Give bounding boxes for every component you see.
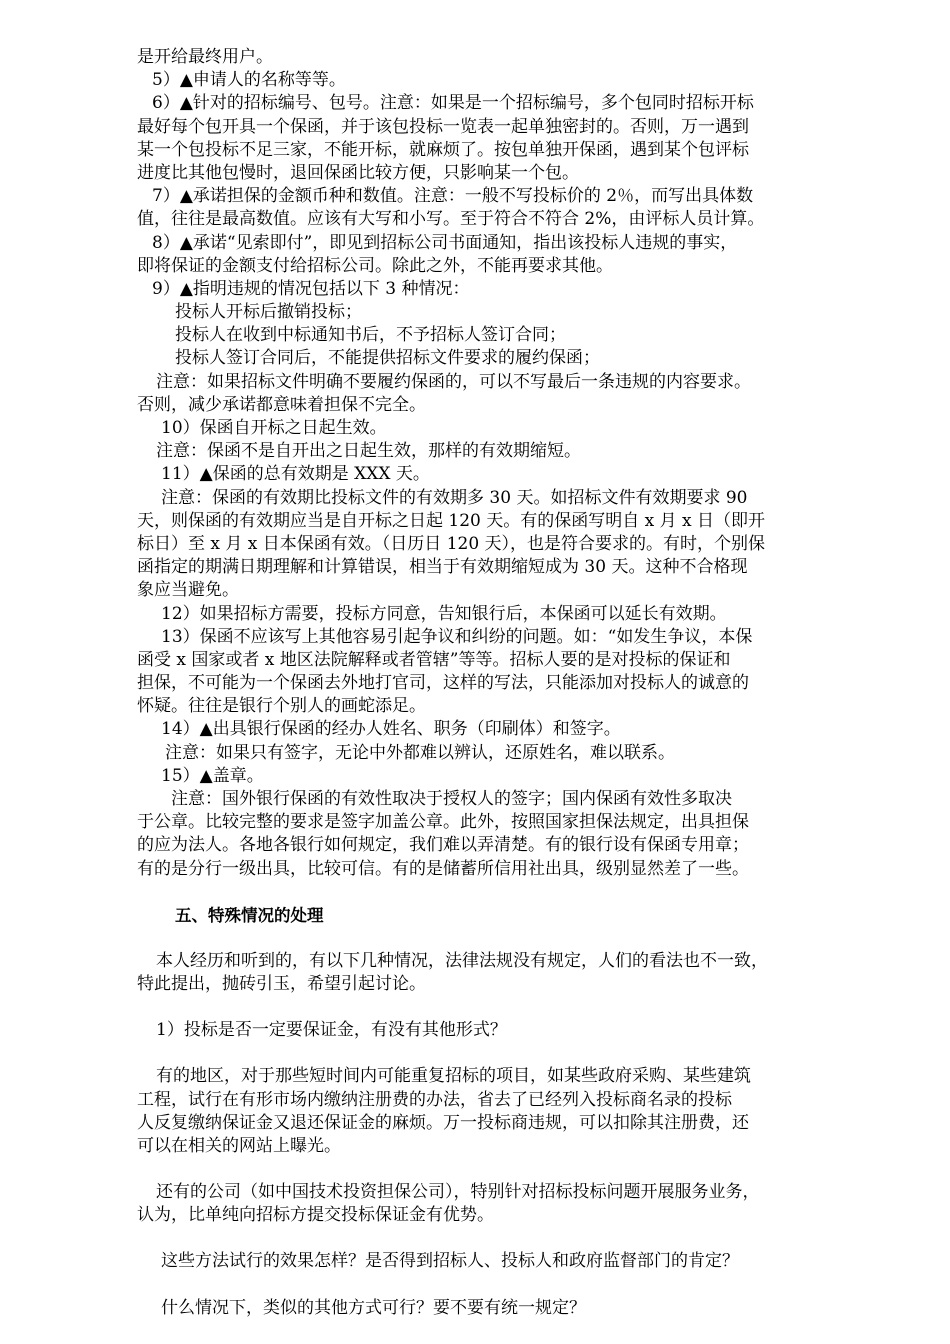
text-line: 是开给最终用户。 [137, 47, 273, 67]
text-line: 象应当避免。 [137, 580, 239, 601]
paragraph [137, 324, 813, 347]
text-line: 怀疑。往往是银行个别人的画蛇添足。 [137, 696, 426, 717]
paragraph [137, 232, 813, 278]
text-line: 天，则保函的有效期应当是自开标之日起 120 天。有的保函写明自 x 月 x 日（即开 [137, 510, 766, 531]
paragraph [137, 278, 813, 301]
text-line: 函受 x 国家或者 x 地区法院解释或者管辖”等等。招标人要的是对投标的保证和 [137, 649, 731, 670]
text-line: 1）投标是否一定要保证金，有没有其他形式？ [156, 1020, 507, 1041]
paragraph [137, 765, 813, 788]
text-line: 注意：如果只有签字，无论中外都难以辨认，还原姓名，难以联系。 [165, 742, 675, 763]
paragraph [137, 718, 813, 741]
paragraph [137, 301, 813, 324]
text-line: 注意：如果招标文件明确不要履约保函的，可以不写最后一条违规的内容要求。 [156, 371, 751, 392]
paragraph [137, 603, 813, 626]
text-line: 投标人在收到中标通知书后，不予招标人签订合同； [175, 325, 566, 346]
paragraph [137, 463, 813, 486]
paragraph-gap [137, 1227, 813, 1250]
paragraph [137, 371, 813, 417]
text-line: 进度比其他包慢时，退回保函比较方便，只影响某一个包。 [137, 162, 579, 183]
text-line: 否则，减少承诺都意味着担保不完全。 [137, 394, 426, 415]
paragraph-gap [137, 1158, 813, 1181]
text-line: 可以在相关的网站上曝光。 [137, 1135, 341, 1156]
text-line: 的应为法人。各地各银行如何规定，我们难以弄清楚。有的银行设有保函专用章； [137, 835, 749, 856]
text-line: 本人经历和听到的，有以下几种情况，法律法规没有规定，人们的看法也不一致， [156, 950, 768, 971]
paragraph [137, 626, 813, 719]
text-line: 14）▲出具银行保函的经办人姓名、职务（印刷体）和签字。 [161, 719, 621, 740]
text-line: 即将保证的金额支付给招标公司。除此之外，不能再要求其他。 [137, 255, 613, 276]
text-line: 认为，比单纯向招标方提交投标保证金有优势。 [137, 1205, 494, 1226]
text-line: 注意：国外银行保函的有效性取决于授权人的签字；国内保函有效性多取决 [171, 789, 732, 809]
paragraph-gap [137, 1042, 813, 1065]
paragraph [137, 950, 813, 996]
text-line: 特此提出，抛砖引玉，希望引起讨论。 [137, 973, 426, 994]
guarantee-requirements-list [137, 46, 813, 881]
text-line: 10）保函自开标之日起生效。 [161, 418, 387, 438]
text-line: 最好每个包开具一个保函，并于该包投标一览表一起单独密封的。否则，万一遇到 [137, 116, 749, 137]
text-line: 担保，不可能为一个保函去外地打官司，这样的写法，只能添加对投标人的诚意的 [137, 673, 749, 694]
paragraph [137, 487, 813, 603]
text-line: 13）保函不应该写上其他容易引起争议和纠纷的问题。如：“如发生争议，本保 [161, 626, 753, 647]
text-line: 15）▲盖章。 [161, 765, 264, 786]
text-line: 注意：保函不是自开出之日起生效，那样的有效期缩短。 [156, 441, 581, 462]
text-line: 8）▲承诺“见索即付”，即见到招标公司书面通知，指出该投标人违规的事实， [152, 232, 738, 253]
text-line: 投标人开标后撤销投标； [175, 302, 362, 323]
text-line: 这些方法试行的效果怎样？是否得到招标人、投标人和政府监督部门的肯定？ [161, 1251, 739, 1272]
text-line: 工程，试行在有形市场内缴纳注册费的办法，省去了已经列入投标商名录的投标 [137, 1089, 732, 1110]
text-line: 7）▲承诺担保的金额币种和数值。注意：一般不写投标价的 2％，而写出具体数 [152, 186, 754, 207]
text-line: 还有的公司（如中国技术投资担保公司），特别针对招标投标问题开展服务业务， [156, 1182, 760, 1203]
paragraph [137, 185, 813, 231]
paragraph [137, 1250, 813, 1273]
text-line: 人反复缴纳保证金又退还保证金的麻烦。万一投标商违规，可以扣除其注册费，还 [137, 1112, 749, 1133]
text-line: 6）▲针对的招标编号、包号。注意：如果是一个招标编号，多个包同时招标开标 [152, 93, 754, 114]
paragraph [137, 788, 813, 881]
text-line: 标日）至 x 月 x 日本保函有效。（日历日 120 天），也是符合要求的。有时，个别保 [137, 533, 766, 554]
text-line: 投标人签订合同后，不能提供招标文件要求的履约保函； [175, 348, 600, 369]
text-line: 什么情况下，类似的其他方式可行？要不要有统一规定？ [161, 1297, 586, 1318]
text-line: 值，往往是最高数值。应该有大写和小写。至于符合不符合 2%，由评标人员计算。 [137, 209, 765, 230]
paragraph [137, 1019, 813, 1042]
paragraph-gap [137, 927, 813, 950]
paragraph [137, 440, 813, 463]
section-heading: 五、特殊情况的处理 [175, 905, 324, 925]
paragraph [137, 69, 813, 92]
paragraph [137, 92, 813, 185]
paragraph [137, 742, 813, 765]
text-line: 12）如果招标方需要，投标方同意，告知银行后，本保函可以延长有效期。 [161, 603, 727, 624]
paragraph-gap [137, 996, 813, 1019]
paragraph [137, 1297, 813, 1320]
text-line: 9）▲指明违规的情况包括以下 3 种情况： [152, 278, 470, 299]
paragraph [137, 1065, 813, 1158]
text-line: 有的地区，对于那些短时间内可能重复招标的项目，如某些政府采购、某些建筑 [156, 1066, 751, 1087]
paragraph [137, 347, 813, 370]
section-gap [0, 881, 950, 904]
text-line: 注意：保函的有效期比投标文件的有效期多 30 天。如招标文件有效期要求 90 [161, 487, 748, 508]
special-cases-section [137, 927, 813, 1320]
paragraph-gap [137, 1274, 813, 1297]
paragraph [137, 1181, 813, 1227]
paragraph [137, 417, 813, 440]
text-line: 5）▲申请人的名称等等。 [152, 70, 346, 91]
text-line: 于公章。比较完整的要求是签字加盖公章。此外，按照国家担保法规定，出具担保 [137, 812, 749, 833]
text-line: 函指定的期满日期理解和计算错误，相当于有效期缩短成为 30 天。这种不合格现 [137, 557, 748, 578]
text-line: 某一个包投标不足三家，不能开标，就麻烦了。按包单独开保函，遇到某个包评标 [137, 139, 749, 160]
paragraph [137, 46, 813, 69]
text-line: 11）▲保函的总有效期是 XXX 天。 [161, 464, 430, 485]
text-line: 有的是分行一级出具，比较可信。有的是储蓄所信用社出具，级别显然差了一些。 [137, 858, 749, 879]
